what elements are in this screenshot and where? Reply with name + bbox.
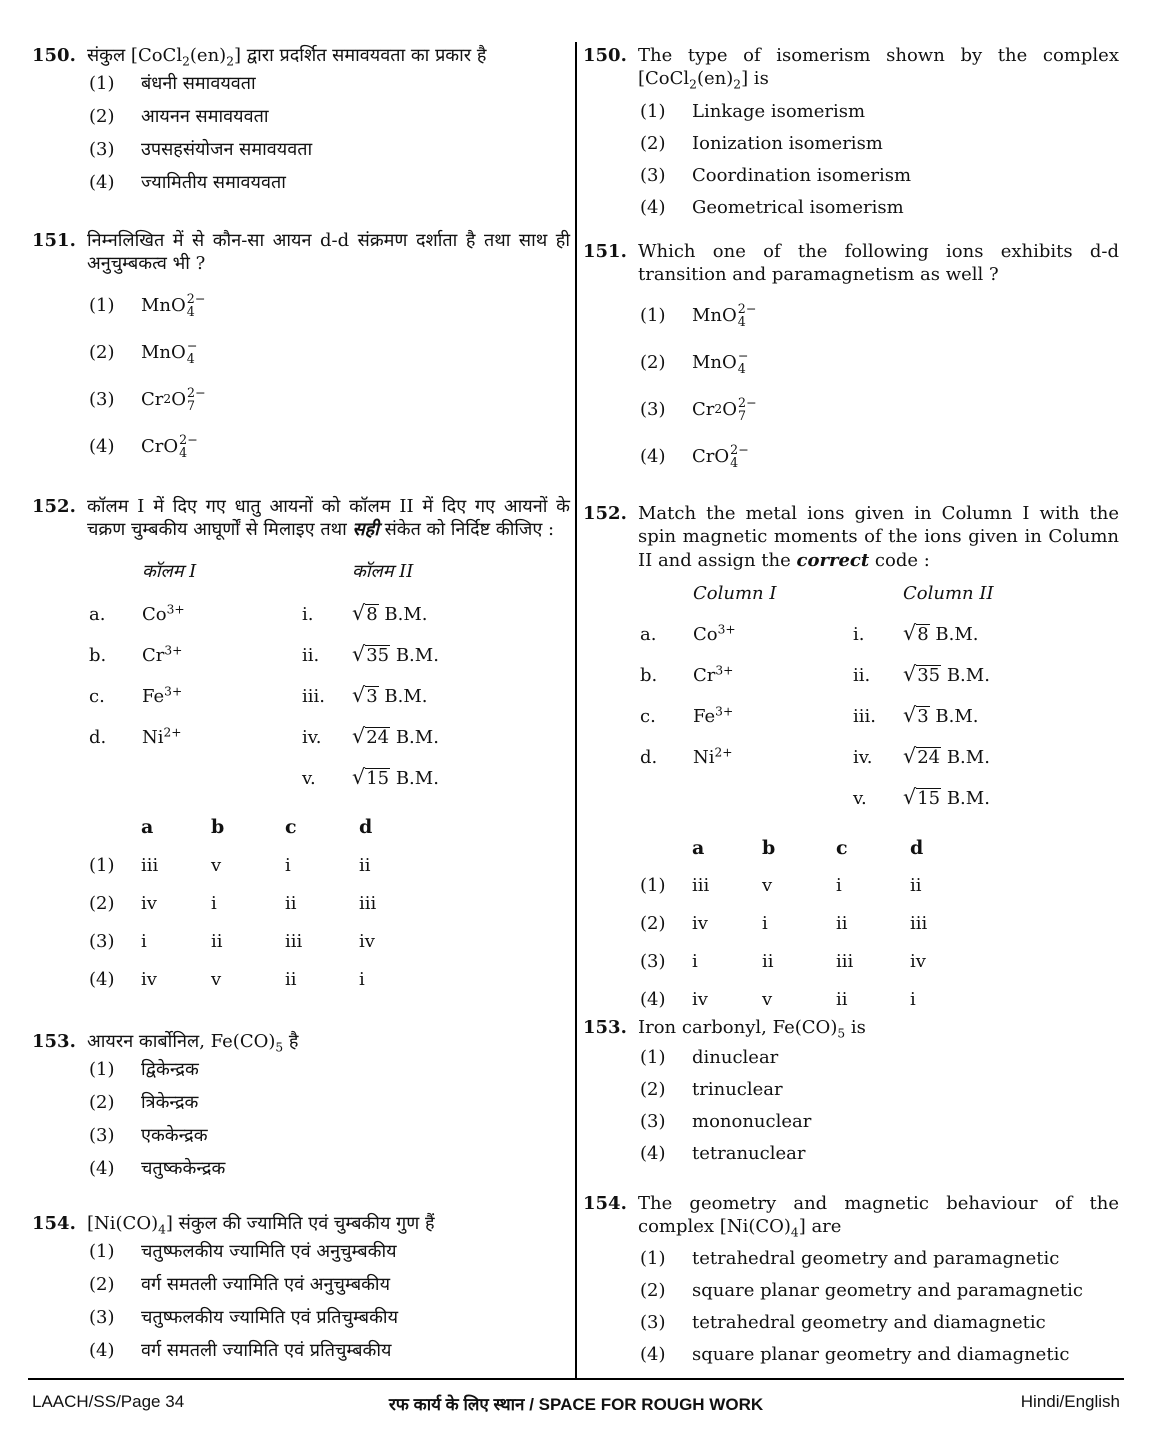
column-divider (575, 42, 577, 1378)
option: (3) उपसहसंयोजन समावयवता (89, 139, 313, 161)
option: (1) dinuclear (640, 1047, 779, 1069)
page-code: LAACH/SS/Page 34 (32, 1392, 185, 1411)
question-152-en (583, 502, 1119, 1019)
option: (1) बंधनी समावयवता (89, 73, 256, 95)
option-list (89, 1235, 570, 1367)
code-row: (2) iv i ii iii (89, 893, 377, 915)
option: (3) tetrahedral geometry and diamagnetic (640, 1311, 1046, 1333)
question-150-en (583, 44, 1119, 224)
match-row: a. $Co^{3+}$ i. √ 8 B.M. (640, 620, 979, 645)
question-number: 153. (32, 1031, 76, 1052)
option: (3) Cr 2 O 2− 7 (640, 395, 757, 424)
option-list (640, 96, 1119, 224)
option: (4) वर्ग समतली ज्यामिति एवं प्रतिचुम्बकीय (89, 1340, 392, 1362)
option: (4) ज्यामितीय समावयवता (89, 172, 286, 194)
question-154-en (583, 1192, 1119, 1371)
question-number: 154. (583, 1193, 627, 1214)
question-text: The type of isomerism shown by the complex $[CoCl_2(en)_2]$ is (638, 45, 1119, 92)
option: (4) Geometrical isomerism (640, 196, 904, 218)
option-list (89, 1053, 570, 1185)
question-150-hi (32, 44, 570, 199)
option: (1) tetrahedral geometry and paramagnetic (640, 1247, 1060, 1269)
option: (3) एककेन्द्रक (89, 1125, 208, 1147)
question-text: कॉलम I में दिए गए धातु आयनों को कॉलम II में दिए गए आयनों के चक्रण चुम्बकीय आघूर्णों से मिलाइए तथा सही संकेत को निर्दिष्ट कीजिए : (87, 496, 570, 541)
match-row: b. $Cr^{3+}$ ii. √ 35 B.M. (89, 641, 439, 666)
question-number: 151. (32, 230, 76, 251)
option: (2) MnO − 4 (89, 338, 198, 367)
answer-codes: a b c d (1) iii v i ii (2) iv i ii iii (3) i ii iii iv (4) iv v ii i (640, 829, 1119, 1019)
match-row: c. $Fe^{3+}$ iii. √ 3 B.M. (640, 702, 979, 727)
question-number: 152. (32, 496, 76, 517)
match-row: v. √ 15 B.M. (302, 764, 439, 789)
code-row: (1) iii v i ii (640, 875, 922, 897)
column-ii-heading: कॉलम II (352, 561, 414, 583)
question-text: $[Ni(CO)_4]$ संकुल की ज्यामिति एवं चुम्बकीय गुण हैं (87, 1213, 435, 1237)
match-table (89, 550, 570, 799)
option-list (640, 292, 1119, 480)
column-ii-heading: Column II (903, 583, 994, 605)
match-row: a. $Co^{3+}$ i. √ 8 B.M. (89, 600, 428, 625)
option: (1) MnO 2− 4 (89, 291, 206, 320)
option: (1) द्विकेन्द्रक (89, 1059, 199, 1081)
rough-work-label: रफ कार्य के लिए स्थान / SPACE FOR ROUGH WORK (388, 1395, 764, 1414)
answer-codes: a b c d (1) iii v i ii (2) iv i ii iii (3) i ii iii iv (4) iv v ii i (89, 809, 570, 999)
option: (4) square planar geometry and diamagnetic (640, 1343, 1070, 1365)
page-footer (32, 1392, 1120, 1414)
option: (2) Ionization isomerism (640, 132, 883, 154)
option-list (89, 282, 570, 470)
question-151-en (583, 240, 1119, 480)
question-text: निम्नलिखित में से कौन-सा आयन d-d संक्रमण दर्शाता है तथा साथ ही अनुचुम्बकत्व भी ? (87, 230, 570, 275)
code-row: (4) iv v ii i (89, 969, 365, 991)
question-152-hi (32, 495, 570, 999)
match-row: b. $Cr^{3+}$ ii. √ 35 B.M. (640, 661, 990, 686)
option: (3) चतुष्फलकीय ज्यामिति एवं प्रतिचुम्बकीय (89, 1307, 399, 1329)
option: (4) tetranuclear (640, 1143, 806, 1165)
question-text: Iron carbonyl, $Fe(CO)_5$ is (638, 1017, 866, 1041)
question-number: 150. (583, 45, 627, 66)
question-153-en (583, 1016, 1119, 1170)
question-151-hi (32, 229, 570, 470)
question-number: 152. (583, 503, 627, 524)
match-table (640, 574, 1119, 819)
option: (3) mononuclear (640, 1111, 812, 1133)
option: (4) चतुष्ककेन्द्रक (89, 1158, 226, 1180)
question-number: 153. (583, 1017, 627, 1038)
option: (2) वर्ग समतली ज्यामिति एवं अनुचुम्बकीय (89, 1274, 391, 1296)
option: (2) square planar geometry and paramagnetic (640, 1279, 1083, 1301)
question-text: The geometry and magnetic behaviour of the complex $[Ni(CO)_4]$ are (638, 1193, 1119, 1240)
question-text: Match the metal ions given in Column I with the spin magnetic moments of the ions given in Column II and assign the correct code : (638, 503, 1119, 571)
question-text: आयरन कार्बोनिल, $Fe(CO)_5$ है (87, 1031, 299, 1055)
language-label: Hindi/English (1020, 1392, 1120, 1411)
option: (1) Linkage isomerism (640, 100, 866, 122)
question-number: 154. (32, 1213, 76, 1234)
match-row: v. √ 15 B.M. (853, 784, 990, 809)
option: (4) CrO 2− 4 (640, 442, 749, 471)
code-row: (3) i ii iii iv (89, 931, 375, 953)
option: (3) Cr 2 O 2− 7 (89, 385, 206, 414)
option: (1) MnO 2− 4 (640, 301, 757, 330)
question-153-hi (32, 1030, 570, 1185)
code-row: (1) iii v i ii (89, 855, 371, 877)
option: (2) trinuclear (640, 1079, 783, 1101)
question-number: 150. (32, 45, 76, 66)
question-154-hi (32, 1212, 570, 1367)
question-text: संकुल $[CoCl_2(en)_2]$ द्वारा प्रदर्शित समावयवता का प्रकार है (87, 45, 487, 69)
match-row: d. $Ni^{2+}$ iv. √ 24 B.M. (89, 723, 439, 748)
match-row: c. $Fe^{3+}$ iii. √ 3 B.M. (89, 682, 428, 707)
question-text: Which one of the following ions exhibits d-d transition and paramagnetism as well ? (638, 241, 1119, 286)
option-list (640, 1042, 1119, 1170)
option-list (640, 1243, 1119, 1371)
option: (2) MnO − 4 (640, 348, 749, 377)
option: (4) CrO 2− 4 (89, 432, 198, 461)
question-number: 151. (583, 241, 627, 262)
option: (2) आयनन समावयवता (89, 106, 269, 128)
option: (1) चतुष्फलकीय ज्यामिति एवं अनुचुम्बकीय (89, 1241, 397, 1263)
code-row: (3) i ii iii iv (640, 951, 926, 973)
match-row: d. $Ni^{2+}$ iv. √ 24 B.M. (640, 743, 990, 768)
footer-rule (28, 1378, 1124, 1380)
option-list (89, 67, 570, 199)
option: (3) Coordination isomerism (640, 164, 912, 186)
column-i-heading: कॉलम I (142, 561, 197, 583)
code-row: (4) iv v ii i (640, 989, 916, 1011)
option: (2) त्रिकेन्द्रक (89, 1092, 199, 1114)
column-i-heading: Column I (693, 583, 777, 605)
code-row: (2) iv i ii iii (640, 913, 928, 935)
